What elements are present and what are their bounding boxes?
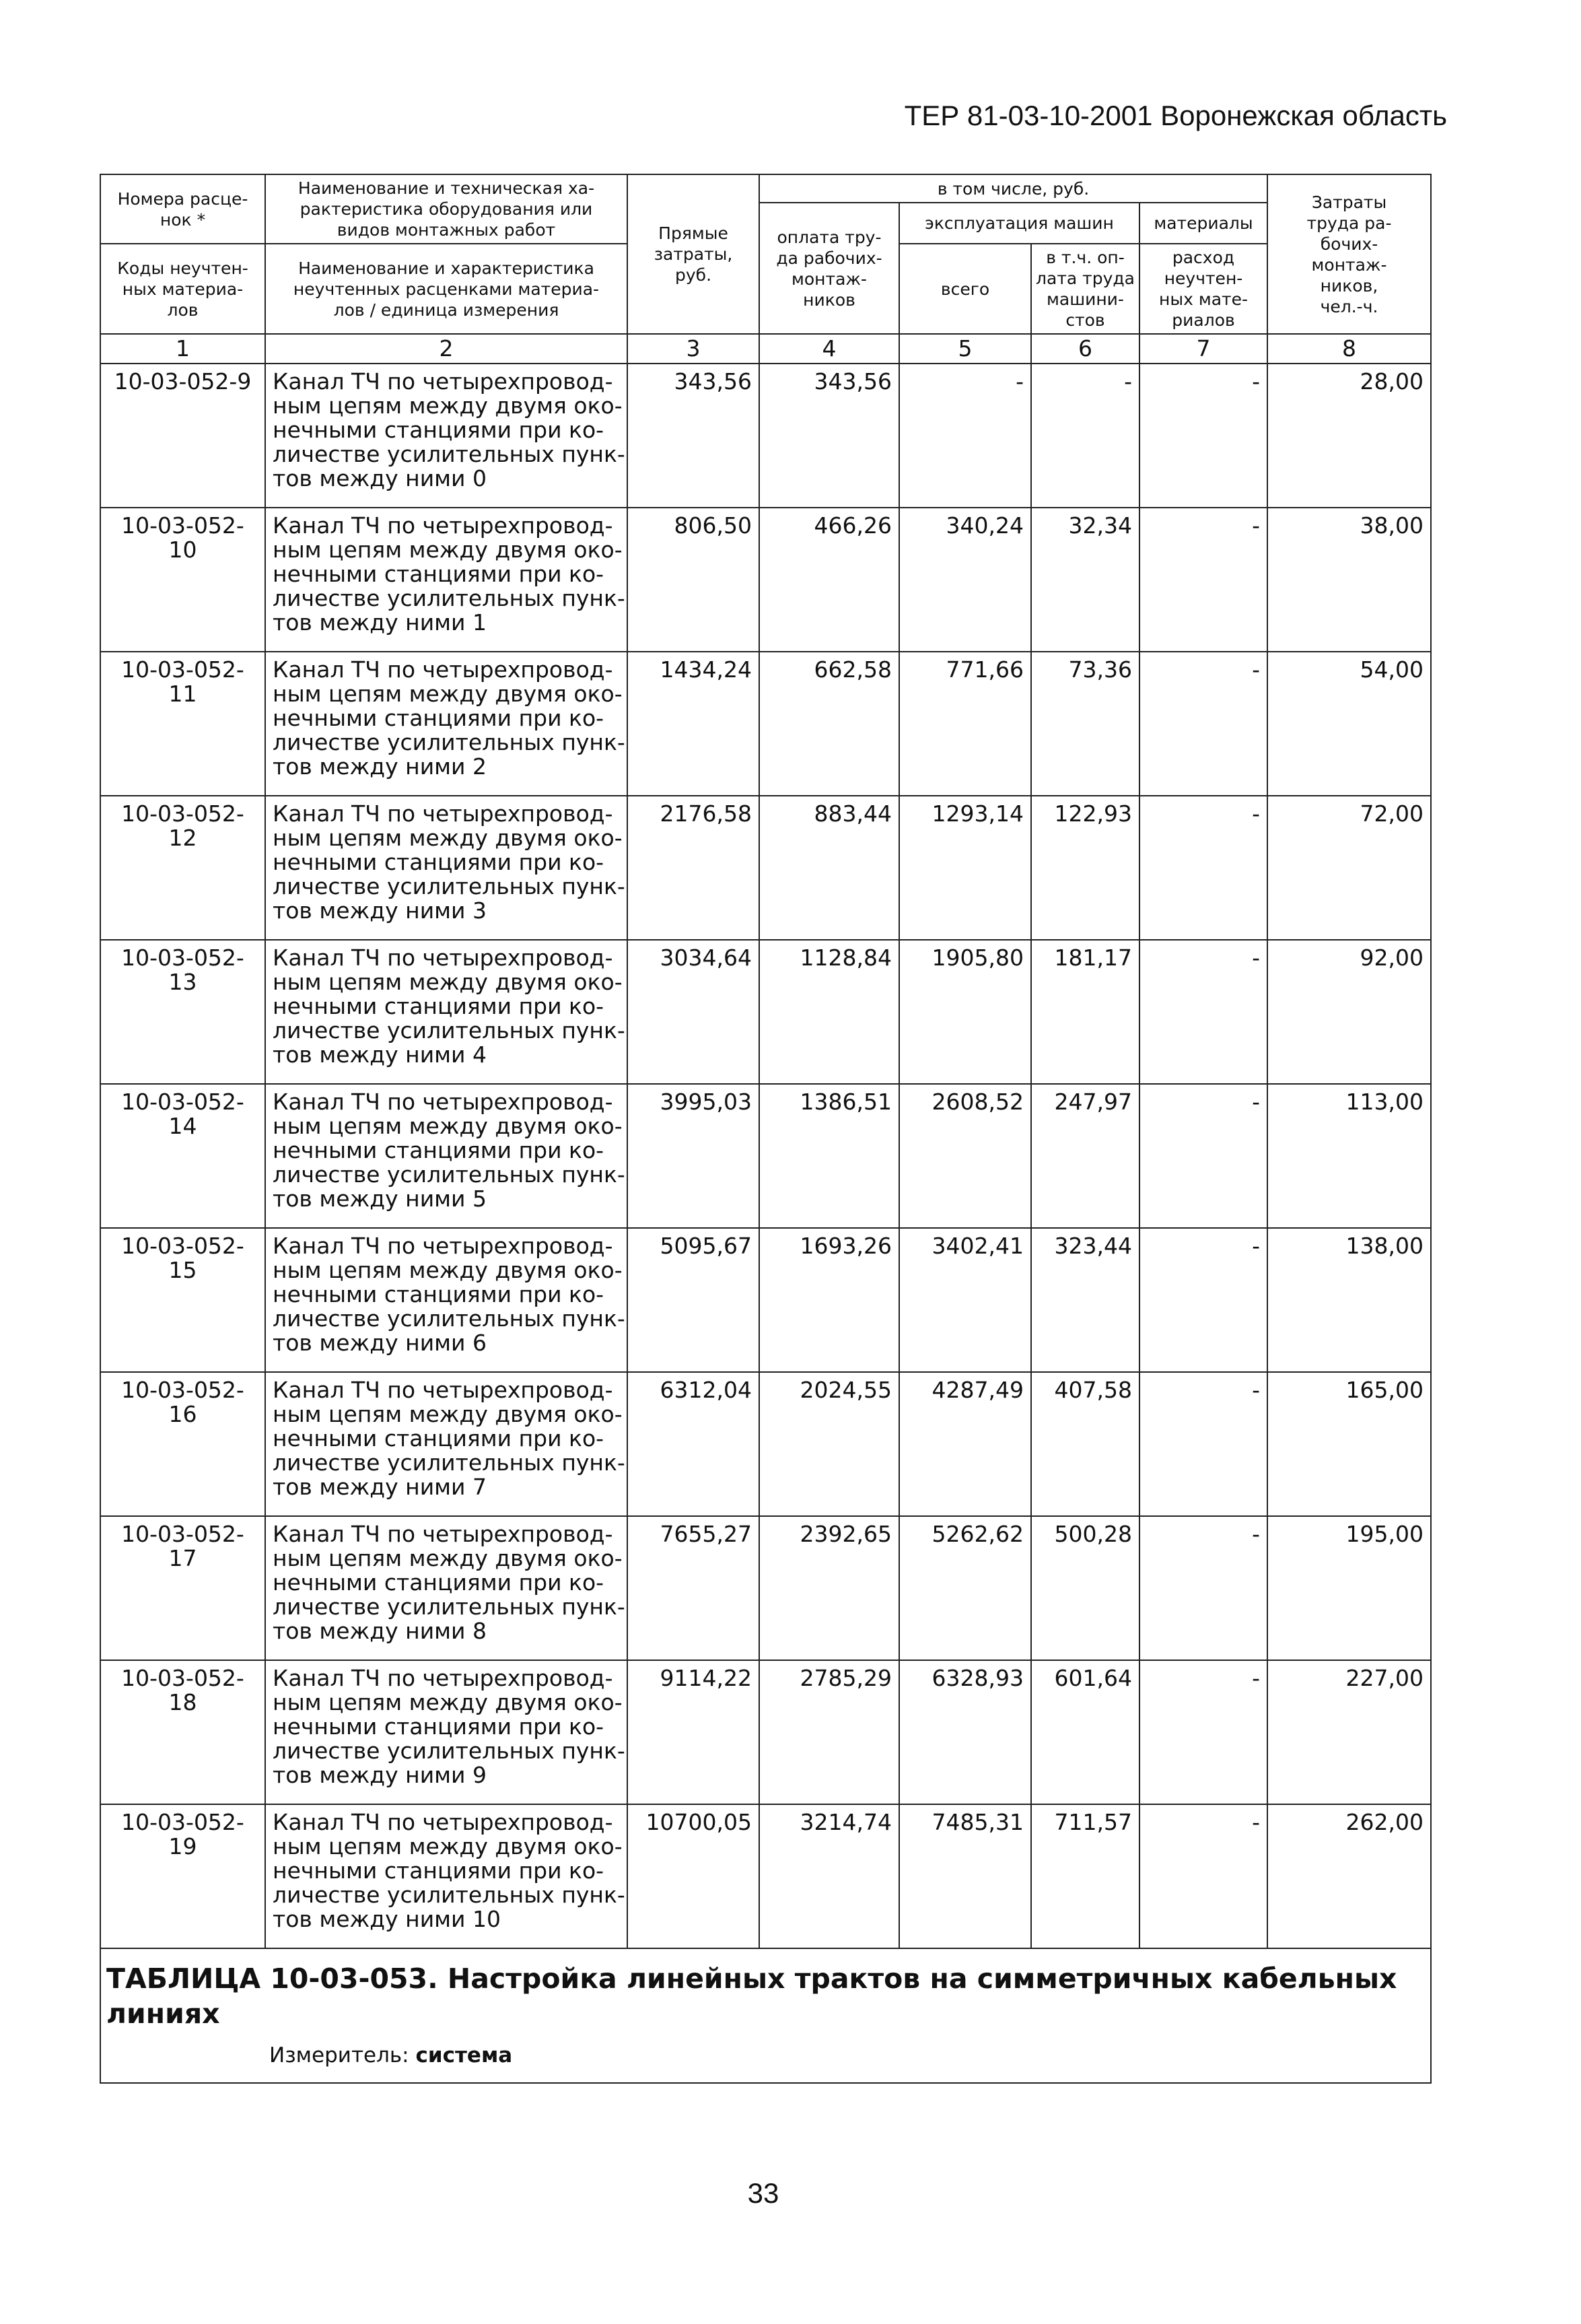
rates-table — [100, 174, 1432, 2084]
machines-total: 4287,49 — [899, 1372, 1031, 1516]
header-material-use — [1139, 244, 1267, 334]
header-line: затраты, — [654, 244, 733, 264]
materials-use: - — [1139, 940, 1267, 1084]
header-line: Номера расце- — [117, 189, 248, 209]
header-machinists-pay — [1031, 244, 1139, 334]
direct-costs: 9114,22 — [627, 1660, 759, 1804]
description-line: Канал ТЧ по четырехпровод- — [273, 368, 613, 395]
description-line: тов между ними 10 — [273, 1906, 501, 1932]
header-line: труда ра- — [1306, 213, 1392, 233]
header-line: бочих- — [1320, 234, 1378, 254]
header-line: Наименование и техническая ха- — [297, 178, 595, 198]
rate-code — [100, 1084, 265, 1228]
title-line: линиях — [106, 1997, 220, 2030]
labor-hours: 54,00 — [1267, 652, 1431, 796]
direct-costs: 3995,03 — [627, 1084, 759, 1228]
rate-code — [100, 940, 265, 1084]
worker-pay: 2392,65 — [759, 1516, 899, 1660]
machines-total: 1293,14 — [899, 796, 1031, 940]
direct-costs: 1434,24 — [627, 652, 759, 796]
header-line: Затраты — [1311, 192, 1387, 212]
table-row — [100, 940, 1431, 1084]
machines-total: 6328,93 — [899, 1660, 1031, 1804]
labor-hours: 72,00 — [1267, 796, 1431, 940]
worker-pay: 1128,84 — [759, 940, 899, 1084]
machinists-pay: 32,34 — [1031, 508, 1139, 652]
header-material-name — [265, 244, 627, 334]
materials-use: - — [1139, 1372, 1267, 1516]
rate-code-line: 10 — [168, 537, 197, 563]
rate-code-line: 11 — [168, 681, 197, 707]
header-line: в т.ч. оп- — [1046, 248, 1125, 267]
rate-code-line: 18 — [168, 1689, 197, 1715]
rate-code-line: 10-03-052- — [121, 1809, 244, 1835]
worker-pay: 343,56 — [759, 364, 899, 508]
description-line: личестве усилительных пунк- — [273, 873, 625, 899]
work-description — [265, 796, 627, 940]
materials-use: - — [1139, 1084, 1267, 1228]
column-number: 4 — [759, 334, 899, 364]
rate-code-line: 19 — [168, 1833, 197, 1859]
table-row — [100, 652, 1431, 796]
description-line: нечными станциями при ко- — [273, 1425, 604, 1451]
machines-total: 5262,62 — [899, 1516, 1031, 1660]
column-number-row — [100, 334, 1431, 364]
description-line: личестве усилительных пунк- — [273, 1017, 625, 1044]
description-line: Канал ТЧ по четырехпровод- — [273, 1377, 613, 1403]
header-line: чел.-ч. — [1320, 296, 1378, 316]
direct-costs: 343,56 — [627, 364, 759, 508]
materials-use: - — [1139, 1228, 1267, 1372]
title-line: ТАБЛИЦА 10-03-053. Настройка линейных трактов на симметричных кабельных — [106, 1962, 1397, 1995]
meter-label: Измеритель: — [269, 2043, 409, 2067]
description-line: тов между ними 3 — [273, 897, 487, 924]
description-line: нечными станциями при ко- — [273, 1857, 604, 1884]
rate-code-line: 10-03-052- — [121, 1233, 244, 1259]
work-description — [265, 1084, 627, 1228]
machinists-pay: 181,17 — [1031, 940, 1139, 1084]
header-line: ников, — [1320, 275, 1378, 296]
rate-code-line: 10-03-052- — [121, 1089, 244, 1115]
header-line: монтаж- — [792, 269, 867, 289]
description-line: нечными станциями при ко- — [273, 993, 604, 1019]
header-material-codes — [100, 244, 265, 334]
header-line: ных мате- — [1159, 289, 1248, 309]
labor-hours: 138,00 — [1267, 1228, 1431, 1372]
description-line: ным цепям между двумя око- — [273, 1689, 623, 1715]
work-description — [265, 508, 627, 652]
machinists-pay: 323,44 — [1031, 1228, 1139, 1372]
machinists-pay: 407,58 — [1031, 1372, 1139, 1516]
machines-total: 1905,80 — [899, 940, 1031, 1084]
machinists-pay: 601,64 — [1031, 1660, 1139, 1804]
description-line: ным цепям между двумя око- — [273, 1113, 623, 1139]
header-line: Прямые — [658, 224, 728, 243]
meter — [106, 2043, 1422, 2067]
rate-code-line: 10-03-052- — [121, 656, 244, 683]
rate-code-line: 14 — [168, 1113, 197, 1139]
description-line: Канал ТЧ по четырехпровод- — [273, 1233, 613, 1259]
description-line: личестве усилительных пунк- — [273, 1882, 625, 1908]
description-line: личестве усилительных пунк- — [273, 1449, 625, 1476]
table-row — [100, 1516, 1431, 1660]
header-direct-costs — [627, 174, 759, 334]
materials-use: - — [1139, 1516, 1267, 1660]
machinists-pay: 247,97 — [1031, 1084, 1139, 1228]
description-line: нечными станциями при ко- — [273, 1137, 604, 1163]
rate-code — [100, 1228, 265, 1372]
work-description — [265, 364, 627, 508]
description-line: личестве усилительных пунк- — [273, 1738, 625, 1764]
header-rate-codes — [100, 174, 265, 244]
description-line: ным цепям между двумя око- — [273, 681, 623, 707]
machines-total: 2608,52 — [899, 1084, 1031, 1228]
machinists-pay: 500,28 — [1031, 1516, 1139, 1660]
description-line: Канал ТЧ по четырехпровод- — [273, 800, 613, 827]
header-line: ников — [803, 289, 855, 310]
description-line: нечными станциями при ко- — [273, 705, 604, 731]
header-line: руб. — [674, 265, 712, 285]
header-line: оплата тру- — [777, 227, 882, 247]
column-number: 1 — [100, 334, 265, 364]
description-line: ным цепям между двумя око- — [273, 1401, 623, 1427]
description-line: тов между ними 5 — [273, 1186, 487, 1212]
rate-code-line: 10-03-052- — [121, 800, 244, 827]
materials-use: - — [1139, 508, 1267, 652]
labor-hours: 165,00 — [1267, 1372, 1431, 1516]
labor-hours: 113,00 — [1267, 1084, 1431, 1228]
direct-costs: 806,50 — [627, 508, 759, 652]
machinists-pay: - — [1031, 364, 1139, 508]
materials-use: - — [1139, 652, 1267, 796]
description-line: нечными станциями при ко- — [273, 1569, 604, 1596]
table-row — [100, 508, 1431, 652]
rate-code — [100, 652, 265, 796]
description-line: тов между ними 6 — [273, 1330, 487, 1356]
rate-code-line: 10-03-052- — [121, 945, 244, 971]
description-line: личестве усилительных пунк- — [273, 441, 625, 467]
direct-costs: 6312,04 — [627, 1372, 759, 1516]
rate-code-line: 10-03-052- — [121, 1665, 244, 1691]
machinists-pay: 73,36 — [1031, 652, 1139, 796]
header-line: рактеристика оборудования или — [300, 199, 593, 219]
description-line: ным цепям между двумя око- — [273, 537, 623, 563]
work-description — [265, 1804, 627, 1948]
header-line: машини- — [1047, 289, 1124, 309]
header-including: в том числе, руб. — [759, 174, 1267, 203]
materials-use: - — [1139, 364, 1267, 508]
work-description — [265, 1516, 627, 1660]
table-row — [100, 1804, 1431, 1948]
description-line: личестве усилительных пунк- — [273, 1594, 625, 1620]
labor-hours: 92,00 — [1267, 940, 1431, 1084]
description-line: тов между ними 4 — [273, 1041, 487, 1068]
column-number: 7 — [1139, 334, 1267, 364]
document-header: ТЕР 81-03-10-2001 Воронежская область — [904, 100, 1447, 131]
header-line: лата труда — [1036, 269, 1135, 288]
header-labor-hours — [1267, 174, 1431, 334]
table-footer — [100, 1948, 1431, 2083]
description-line: тов между ними 0 — [273, 465, 487, 491]
rate-code-line: 10-03-052- — [121, 512, 244, 539]
worker-pay: 662,58 — [759, 652, 899, 796]
rate-code-line: 12 — [168, 825, 197, 851]
column-number: 5 — [899, 334, 1031, 364]
machines-total: 771,66 — [899, 652, 1031, 796]
description-line: нечными станциями при ко- — [273, 561, 604, 587]
labor-hours: 38,00 — [1267, 508, 1431, 652]
description-line: ным цепям между двумя око- — [273, 1833, 623, 1859]
description-line: нечными станциями при ко- — [273, 417, 604, 443]
header-line: Наименование и характеристика — [298, 258, 594, 278]
rate-code — [100, 1660, 265, 1804]
description-line: личестве усилительных пунк- — [273, 1161, 625, 1188]
header-line: Коды неучтен- — [117, 258, 248, 278]
column-number: 2 — [265, 334, 627, 364]
rate-code-line: 10-03-052- — [121, 1521, 244, 1547]
description-line: тов между ними 2 — [273, 753, 487, 780]
rate-code — [100, 1804, 265, 1948]
header-line: видов монтажных работ — [337, 220, 556, 240]
description-line: Канал ТЧ по четырехпровод- — [273, 512, 613, 539]
work-description — [265, 1372, 627, 1516]
header-materials: материалы — [1139, 203, 1267, 244]
rate-code — [100, 796, 265, 940]
worker-pay: 2785,29 — [759, 1660, 899, 1804]
table-row — [100, 364, 1431, 508]
description-line: Канал ТЧ по четырехпровод- — [273, 656, 613, 683]
rate-code-line: 10-03-052- — [121, 1377, 244, 1403]
description-line: тов между ними 1 — [273, 609, 487, 636]
machines-total: 7485,31 — [899, 1804, 1031, 1948]
worker-pay: 1693,26 — [759, 1228, 899, 1372]
header-line: монтаж- — [1311, 254, 1387, 275]
next-table-title — [106, 1961, 1422, 2031]
description-line: тов между ними 8 — [273, 1618, 487, 1644]
description-line: нечными станциями при ко- — [273, 1713, 604, 1740]
direct-costs: 5095,67 — [627, 1228, 759, 1372]
column-number: 6 — [1031, 334, 1139, 364]
description-line: Канал ТЧ по четырехпровод- — [273, 945, 613, 971]
header-line: неучтен- — [1164, 269, 1243, 288]
description-line: личестве усилительных пунк- — [273, 585, 625, 611]
work-description — [265, 1228, 627, 1372]
machines-total: - — [899, 364, 1031, 508]
header-line: расход — [1172, 248, 1235, 267]
machines-total: 3402,41 — [899, 1228, 1031, 1372]
rate-code-line: 10-03-052-9 — [114, 368, 252, 395]
description-line: тов между ними 9 — [273, 1762, 487, 1788]
worker-pay: 3214,74 — [759, 1804, 899, 1948]
table-row — [100, 796, 1431, 940]
table-footer-cell — [100, 1948, 1431, 2083]
rate-code-line: 15 — [168, 1257, 197, 1283]
direct-costs: 2176,58 — [627, 796, 759, 940]
labor-hours: 262,00 — [1267, 1804, 1431, 1948]
worker-pay: 466,26 — [759, 508, 899, 652]
work-description — [265, 940, 627, 1084]
page-number: 33 — [747, 2177, 779, 2209]
rate-code — [100, 1372, 265, 1516]
materials-use: - — [1139, 1804, 1267, 1948]
header-line: риалов — [1172, 310, 1235, 330]
machinists-pay: 711,57 — [1031, 1804, 1139, 1948]
description-line: ным цепям между двумя око- — [273, 969, 623, 995]
description-line: ным цепям между двумя око- — [273, 392, 623, 419]
materials-use: - — [1139, 796, 1267, 940]
worker-pay: 2024,55 — [759, 1372, 899, 1516]
rate-code — [100, 508, 265, 652]
description-line: ным цепям между двумя око- — [273, 825, 623, 851]
header-line: неучтенных расценками материа- — [293, 279, 600, 299]
header-work-name — [265, 174, 627, 244]
description-line: личестве усилительных пунк- — [273, 1305, 625, 1332]
rate-code-line: 16 — [168, 1401, 197, 1427]
worker-pay: 883,44 — [759, 796, 899, 940]
header-worker-pay — [759, 203, 899, 334]
description-line: Канал ТЧ по четырехпровод- — [273, 1521, 613, 1547]
labor-hours: 227,00 — [1267, 1660, 1431, 1804]
table-row — [100, 1084, 1431, 1228]
description-line: Канал ТЧ по четырехпровод- — [273, 1809, 613, 1835]
work-description — [265, 652, 627, 796]
work-description — [265, 1660, 627, 1804]
materials-use: - — [1139, 1660, 1267, 1804]
description-line: ным цепям между двумя око- — [273, 1545, 623, 1571]
header-line: ных материа- — [122, 279, 244, 299]
machines-total: 340,24 — [899, 508, 1031, 652]
table-row — [100, 1372, 1431, 1516]
column-number: 3 — [627, 334, 759, 364]
direct-costs: 10700,05 — [627, 1804, 759, 1948]
description-line: ным цепям между двумя око- — [273, 1257, 623, 1283]
description-line: тов между ними 7 — [273, 1474, 487, 1500]
rate-code-line: 17 — [168, 1545, 197, 1571]
description-line: Канал ТЧ по четырехпровод- — [273, 1089, 613, 1115]
direct-costs: 3034,64 — [627, 940, 759, 1084]
header-machines-total: всего — [899, 244, 1031, 334]
labor-hours: 195,00 — [1267, 1516, 1431, 1660]
description-line: Канал ТЧ по четырехпровод- — [273, 1665, 613, 1691]
header-line: стов — [1065, 310, 1105, 330]
header-line: лов — [167, 300, 199, 320]
header-machines: эксплуатация машин — [899, 203, 1139, 244]
direct-costs: 7655,27 — [627, 1516, 759, 1660]
header-line: нок * — [160, 209, 206, 230]
rate-code-line: 13 — [168, 969, 197, 995]
meter-value: система — [415, 2043, 513, 2067]
header-line: лов / единица измерения — [333, 300, 559, 320]
rate-code — [100, 1516, 265, 1660]
machinists-pay: 122,93 — [1031, 796, 1139, 940]
column-number: 8 — [1267, 334, 1431, 364]
table-row — [100, 1660, 1431, 1804]
worker-pay: 1386,51 — [759, 1084, 899, 1228]
rate-code — [100, 364, 265, 508]
description-line: личестве усилительных пунк- — [273, 729, 625, 755]
description-line: нечными станциями при ко- — [273, 849, 604, 875]
table-row — [100, 1228, 1431, 1372]
header-line: да рабочих- — [776, 248, 882, 268]
description-line: нечными станциями при ко- — [273, 1281, 604, 1307]
labor-hours: 28,00 — [1267, 364, 1431, 508]
